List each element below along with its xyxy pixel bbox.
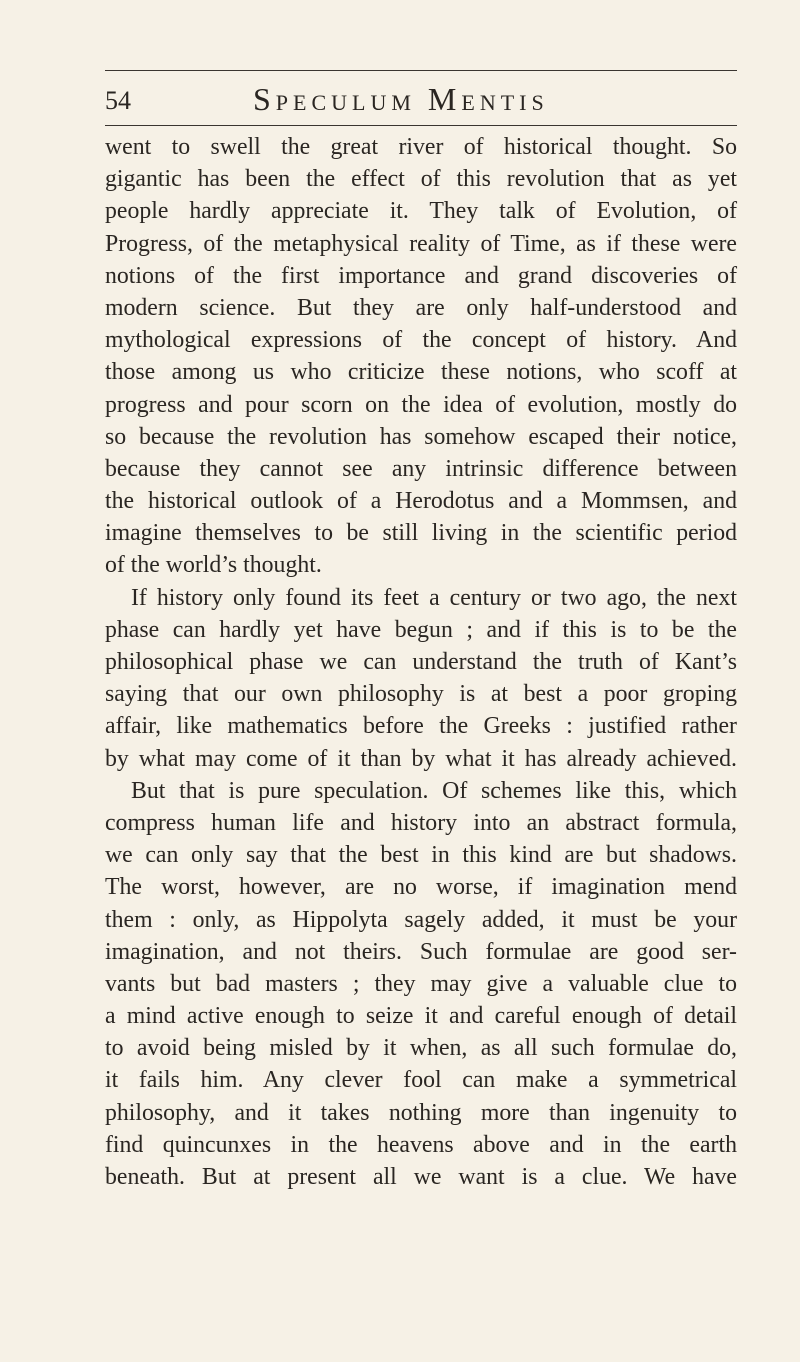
text-line: philosophical phase we can understand the truth of Kant’s [105, 649, 737, 675]
text-line: find quincunxes in the heavens above and in the earth [105, 1131, 737, 1158]
text-line: Progress, of the metaphysical reality of Time, as if these were [105, 230, 737, 257]
text-line: phase can hardly yet have begun ; and if this is to be the [105, 616, 737, 643]
text-line: them : only, as Hippolyta sagely added, it must be your [105, 906, 737, 933]
body-text [105, 131, 737, 1193]
text-line: those among us who criticize these notions, who scoff at [105, 359, 737, 386]
text-line: modern science. But they are only half-understood and [105, 294, 737, 321]
text-line: imagine themselves to be still living in the scientific period [105, 520, 737, 547]
text-line: affair, like mathematics before the Greeks : justified rather [105, 713, 737, 740]
paragraph-start-line: But that is pure speculation. Of schemes like this, which [131, 777, 737, 804]
text-line: saying that our own philosophy is at best a poor groping [105, 681, 737, 708]
text-line: vants but bad masters ; they may give a valuable clue to [105, 970, 737, 997]
text-line: mythological expressions of the concept of history. And [105, 327, 737, 354]
text-line: we can only say that the best in this kind are but shadows. [105, 842, 737, 869]
text-line: by what may come of it than by what it has already achieved. [105, 745, 737, 772]
header-bottom-rule [105, 125, 737, 126]
text-line: compress human life and history into an abstract formula, [105, 809, 737, 836]
text-line: philosophy, and it takes nothing more than ingenuity to [105, 1099, 737, 1126]
text-line: gigantic has been the effect of this revolution that as yet [105, 166, 737, 193]
text-line: imagination, and not theirs. Such formulae are good ser- [105, 938, 737, 965]
running-head [105, 77, 737, 121]
text-line: beneath. But at present all we want is a clue. We have [105, 1164, 737, 1190]
text-line: went to swell the great river of historical thought. So [105, 134, 737, 160]
running-title [253, 77, 549, 121]
paragraph-start-line: If history only found its feet a century or two ago, the next [131, 584, 737, 611]
text-line: it fails him. Any clever fool can make a symmetrical [105, 1067, 737, 1094]
text-line: people hardly appreciate it. They talk of Evolution, of [105, 198, 737, 225]
page-number: 54 [105, 86, 131, 115]
text-line: progress and pour scorn on the idea of evolution, mostly do [105, 391, 737, 418]
running-title-first-word: Speculum [253, 81, 416, 117]
text-line: notions of the first importance and grand discoveries of [105, 262, 737, 289]
text-line: so because the revolution has somehow escaped their notice, [105, 423, 737, 450]
running-title-second-word: Mentis [427, 81, 549, 117]
text-line: The worst, however, are no worse, if imagination mend [105, 874, 737, 901]
text-line: the historical outlook of a Herodotus and a Mommsen, and [105, 488, 737, 515]
text-line: a mind active enough to seize it and careful enough of detail [105, 1003, 737, 1030]
text-line: because they cannot see any intrinsic difference between [105, 455, 737, 482]
paragraph-end-line: of the world’s thought. [105, 552, 322, 579]
header-top-rule [105, 70, 737, 71]
text-line: to avoid being misled by it when, as all such formulae do, [105, 1035, 737, 1062]
